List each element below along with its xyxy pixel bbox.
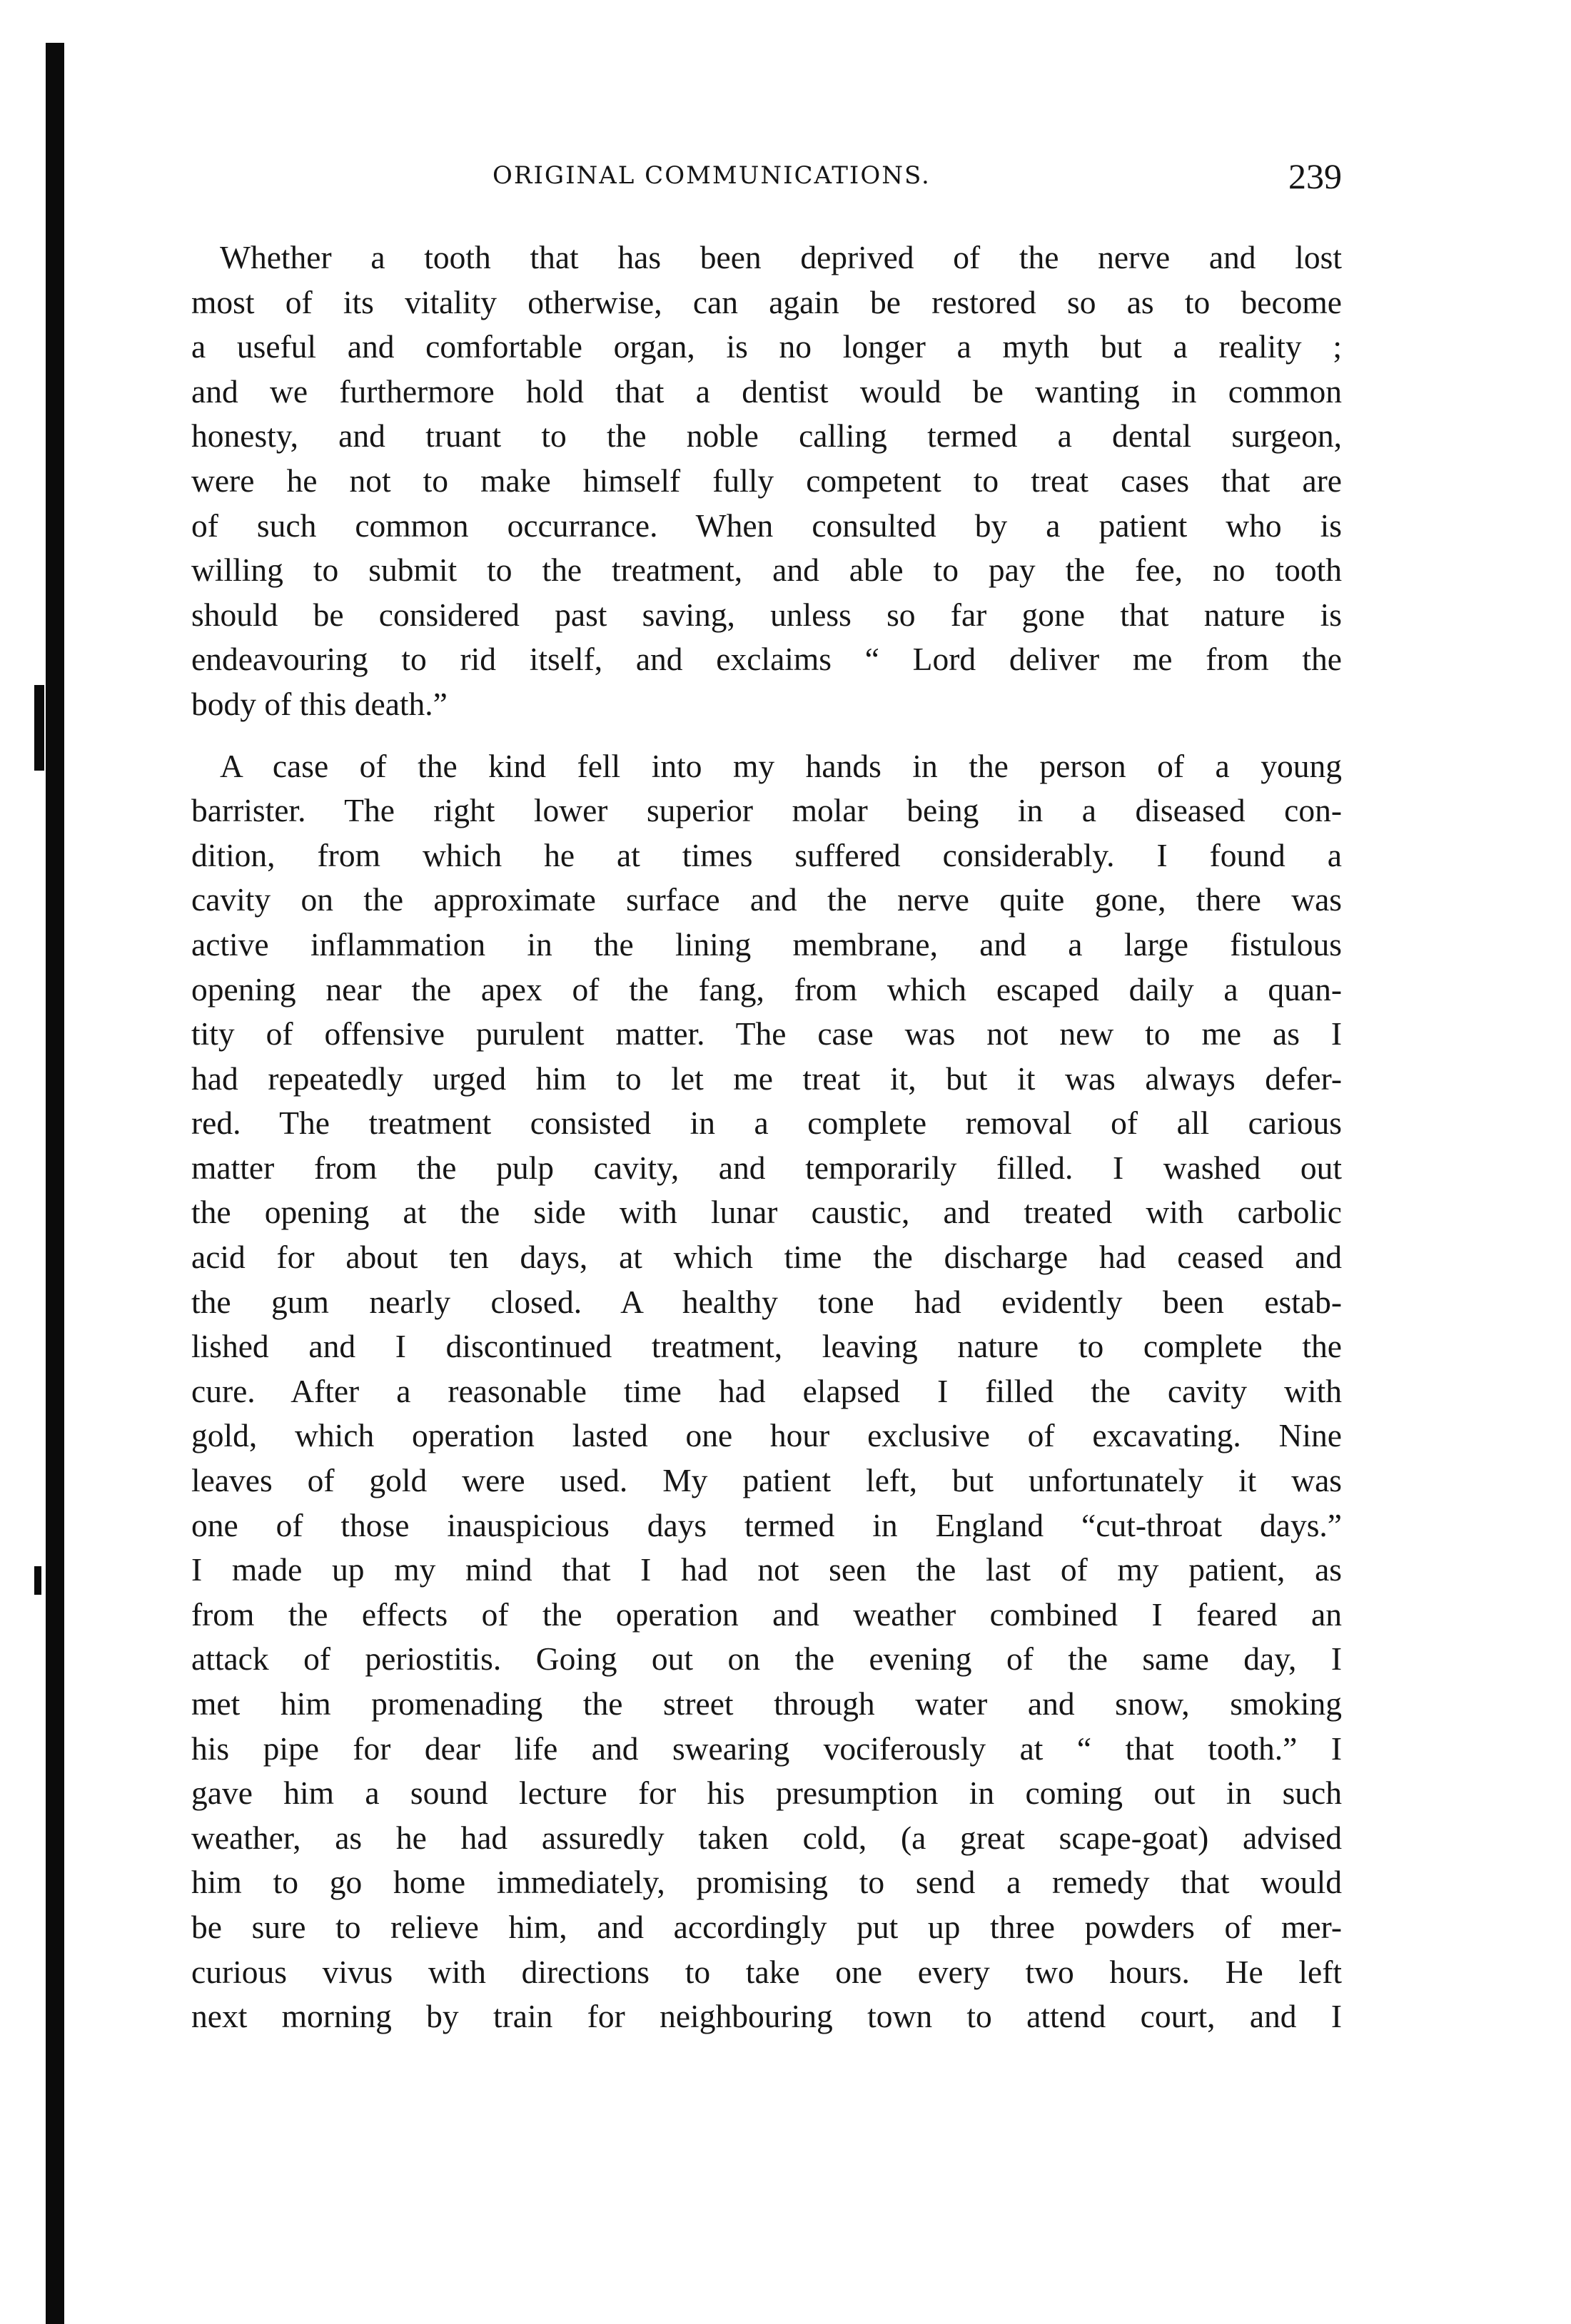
text-line: acid for about ten days, at which time the discharge had ceased and [191, 1239, 1342, 1276]
binding-mark [34, 1566, 41, 1595]
text-line: were he not to make himself fully competent to treat cases that are [191, 462, 1342, 499]
text-line: met him promenading the street through water and snow, smoking [191, 1685, 1342, 1722]
text-line: attack of periostitis. Going out on the evening of the same day, I [191, 1640, 1342, 1678]
text-line: dition, from which he at times suffered considerably. I found a [191, 836, 1342, 873]
text-line: endeavouring to rid itself, and exclaims “ Lord deliver me from the [191, 641, 1342, 678]
binding-edge [46, 43, 64, 2324]
text-line: active inflammation in the lining membrane, and a large fistulous [191, 925, 1342, 963]
text-line: gave him a sound lecture for his presumption in coming out in such [191, 1775, 1342, 1812]
text-line: from the effects of the operation and weather combined I feared an [191, 1595, 1342, 1633]
text-line: matter from the pulp cavity, and temporarily filled. I washed out [191, 1149, 1342, 1186]
text-line: honesty, and truant to the noble calling termed a dental surgeon, [191, 417, 1342, 455]
running-head-title: ORIGINAL COMMUNICATIONS. [492, 161, 931, 190]
text-line: I made up my mind that I had not seen the last of my patient, as [191, 1551, 1342, 1588]
text-line: lished and I discontinued treatment, leaving nature to complete the [191, 1328, 1342, 1365]
text-line: the gum nearly closed. A healthy tone had evidently been estab- [191, 1283, 1342, 1320]
body-text [191, 235, 1342, 2039]
paragraph-gap [191, 727, 1342, 744]
text-line: barrister. The right lower superior molar being in a diseased con- [191, 792, 1342, 829]
text-line: Whether a tooth that has been deprived of the nerve and lost [220, 239, 1342, 275]
text-line: willing to submit to the treatment, and able to pay the fee, no tooth [191, 552, 1342, 589]
text-line: red. The treatment consisted in a complete removal of all carious [191, 1105, 1342, 1142]
text-line: most of its vitality otherwise, can again be restored so as to become [191, 283, 1342, 320]
text-line: opening near the apex of the fang, from which escaped daily a quan- [191, 970, 1342, 1008]
page-number: 239 [1288, 156, 1342, 196]
paragraph [191, 235, 1342, 727]
text-line: gold, which operation lasted one hour exclusive of excavating. Nine [191, 1417, 1342, 1454]
text-line: his pipe for dear life and swearing vociferously at “ that tooth.” I [191, 1730, 1342, 1767]
text-line: the opening at the side with lunar caustic, and treated with carbolic [191, 1194, 1342, 1231]
text-line: next morning by train for neighbouring town to attend court, and I [191, 1998, 1342, 2035]
text-line: curious vivus with directions to take one every two hours. He left [191, 1953, 1342, 1990]
text-line: should be considered past saving, unless so far gone that nature is [191, 596, 1342, 633]
text-line: him to go home immediately, promising to send a remedy that would [191, 1864, 1342, 1901]
text-line: and we furthermore hold that a dentist would be wanting in common [191, 372, 1342, 410]
text-line: cavity on the approximate surface and the nerve quite gone, there was [191, 881, 1342, 918]
paragraph [191, 744, 1342, 2039]
text-line: body of this death.” [191, 685, 448, 722]
text-line: one of those inauspicious days termed in England “cut-throat days.” [191, 1506, 1342, 1543]
running-head [193, 156, 1342, 204]
text-line: be sure to relieve him, and accordingly put up three powders of mer- [191, 1908, 1342, 1945]
text-line: weather, as he had assuredly taken cold, (a great scape-goat) advised [191, 1819, 1342, 1856]
text-line: tity of offensive purulent matter. The case was not new to me as I [191, 1015, 1342, 1052]
text-line: leaves of gold were used. My patient left, but unfortunately it was [191, 1462, 1342, 1499]
text-line: had repeatedly urged him to let me treat it, but it was always defer- [191, 1060, 1342, 1097]
text-line: A case of the kind fell into my hands in the person of a young [220, 747, 1342, 784]
text-line: of such common occurrance. When consulted by a patient who is [191, 507, 1342, 544]
text-line: a useful and comfortable organ, is no longer a myth but a reality ; [191, 328, 1342, 365]
binding-mark [34, 685, 44, 771]
text-line: cure. After a reasonable time had elapsed I filled the cavity with [191, 1372, 1342, 1409]
